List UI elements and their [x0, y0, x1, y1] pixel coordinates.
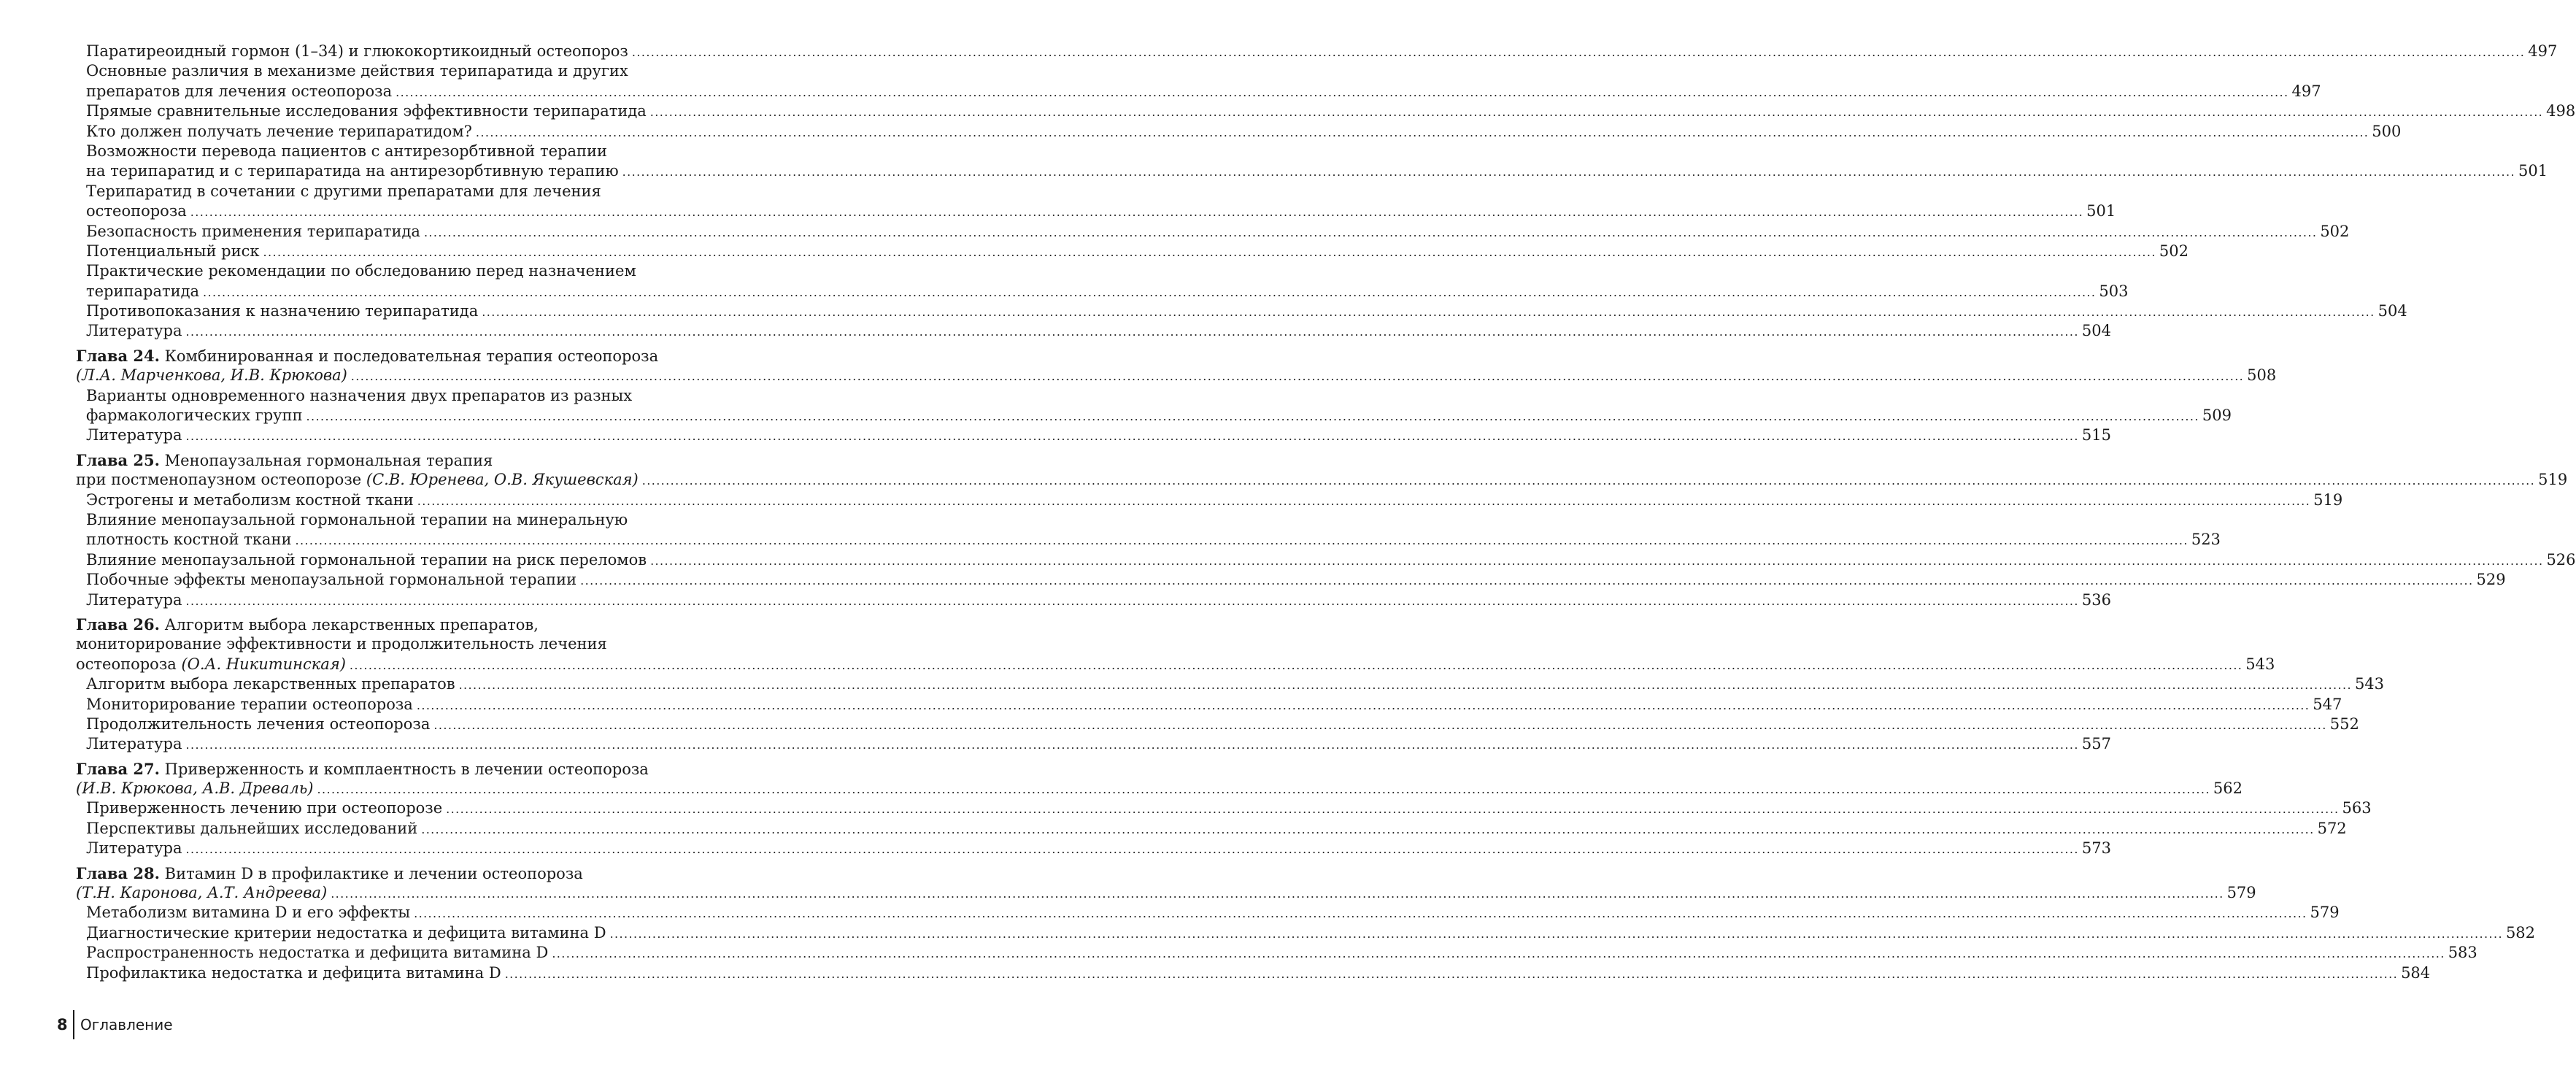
toc-subsection-line — [76, 426, 2111, 445]
page-reference: 502 — [2320, 222, 2350, 240]
section-title: Влияние менопаузальной гормональной терапии на минеральную — [86, 510, 628, 528]
section-title: Диагностические критерии недостатка и дефицита витамина D — [86, 923, 606, 942]
toc-subsection-line — [76, 510, 687, 530]
toc-subsection-line — [76, 963, 2431, 983]
page-reference: 519 — [2313, 490, 2343, 509]
toc-subsection-line — [76, 386, 687, 406]
page-reference: 573 — [2081, 839, 2111, 858]
dot-leader: ................................................................................................................................................................................................................................................................................................................................................................................................................ — [295, 534, 2189, 548]
section-title: Терипаратид в сочетании с другими препаратами для лечения — [86, 182, 601, 200]
dot-leader: ................................................................................................................................................................................................................................................................................................................................................................................................................ — [185, 325, 2079, 339]
dot-leader: ................................................................................................................................................................................................................................................................................................................................................................................................................ — [185, 593, 2079, 608]
toc-chapter-line — [76, 779, 2243, 798]
toc-subsection-line — [76, 321, 2111, 341]
page-reference: 584 — [2401, 963, 2431, 982]
section-title: Безопасность применения терипаратида — [86, 222, 420, 240]
dot-leader: ................................................................................................................................................................................................................................................................................................................................................................................................................ — [185, 429, 2079, 444]
section-title: Продолжительность лечения остеопороза — [86, 715, 431, 733]
page-number: 8 — [57, 1016, 68, 1033]
section-title: Литература — [86, 322, 182, 340]
dot-leader: ................................................................................................................................................................................................................................................................................................................................................................................................................ — [475, 125, 2369, 139]
page-reference: 526 — [2546, 550, 2576, 569]
page-reference: 504 — [2378, 302, 2407, 320]
dot-leader: ................................................................................................................................................................................................................................................................................................................................................................................................................ — [185, 842, 2079, 857]
toc-subsection-line — [76, 101, 2576, 121]
page-reference: 582 — [2505, 923, 2536, 942]
table-of-contents — [76, 42, 2576, 983]
section-title: Литература — [86, 590, 182, 609]
section-title: Литература — [86, 426, 182, 444]
dot-leader: ................................................................................................................................................................................................................................................................................................................................................................................................................ — [423, 225, 2318, 239]
toc-chapter-line — [76, 655, 2275, 674]
page-reference: 500 — [2372, 122, 2402, 140]
dot-leader: ................................................................................................................................................................................................................................................................................................................................................................................................................ — [433, 717, 2327, 732]
toc-subsection-line — [76, 590, 2111, 610]
dot-leader: ................................................................................................................................................................................................................................................................................................................................................................................................................ — [416, 698, 2310, 712]
toc-subsection-line — [76, 182, 687, 201]
chapter-title: остеопороза — [76, 655, 177, 673]
page-reference: 502 — [2159, 242, 2189, 260]
toc-chapter-line — [76, 883, 2256, 903]
toc-subsection-line — [76, 674, 2385, 694]
page-reference: 519 — [2538, 471, 2568, 489]
toc-subsection-line — [76, 282, 2129, 301]
chapter-title: Витамин D в профилактике и лечении остеопороза — [164, 864, 583, 882]
dot-leader: ................................................................................................................................................................................................................................................................................................................................................................................................................ — [185, 738, 2079, 752]
toc-chapter-line — [76, 863, 687, 883]
section-title: Варианты одновременного назначения двух препаратов из разных — [86, 386, 633, 404]
toc-subsection-line — [76, 695, 2342, 715]
toc-subsection-line — [76, 550, 2576, 570]
section-title: остеопороза — [86, 202, 187, 220]
section-title: Литература — [86, 735, 182, 753]
page-reference: 515 — [2081, 426, 2111, 444]
chapter-number: Глава 25. — [76, 450, 160, 469]
section-title: Побочные эффекты менопаузальной гормональной терапии — [86, 571, 577, 589]
dot-leader: ................................................................................................................................................................................................................................................................................................................................................................................................................ — [649, 105, 2544, 120]
toc-subsection-line — [76, 798, 2372, 818]
dot-leader: ................................................................................................................................................................................................................................................................................................................................................................................................................ — [482, 305, 2375, 320]
toc-subsection-line — [76, 819, 2347, 839]
section-title: Алгоритм выбора лекарственных препаратов — [86, 675, 455, 693]
page-reference: 579 — [2310, 904, 2340, 922]
chapter-title: при постменопаузном остеопорозе — [76, 471, 362, 489]
toc-subsection-line — [76, 734, 2111, 754]
section-title: Потенциальный риск — [86, 242, 260, 260]
chapter-title: Приверженность и комплаентность в лечении остеопороза — [164, 760, 649, 778]
page-reference: 572 — [2317, 819, 2347, 837]
dot-leader: ................................................................................................................................................................................................................................................................................................................................................................................................................ — [631, 45, 2526, 59]
section-title: Паратиреоидный гормон (1–34) и глюкокортикоидный остеопороз — [86, 42, 628, 60]
footer-divider — [73, 1010, 74, 1039]
dot-leader: ................................................................................................................................................................................................................................................................................................................................................................................................................ — [552, 947, 2445, 961]
page-reference: 552 — [2329, 715, 2359, 733]
chapter-number: Глава 24. — [76, 346, 160, 365]
dot-leader: ................................................................................................................................................................................................................................................................................................................................................................................................................ — [609, 926, 2503, 941]
page-footer — [57, 1010, 173, 1039]
section-title: Профилактика недостатка и дефицита витамина D — [86, 963, 501, 982]
toc-subsection-line — [76, 122, 2402, 142]
section-title: на терипаратид и с терипаратида на антирезорбтивную терапию — [86, 162, 619, 180]
section-title: Прямые сравнительные исследования эффективности терипаратида — [86, 102, 647, 120]
section-title: фармакологических групп — [86, 407, 303, 425]
toc-subsection-line — [76, 222, 2350, 242]
section-title: Эстрогены и метаболизм костной ткани — [86, 490, 414, 509]
section-title: Противопоказания к назначению терипаратида — [86, 302, 479, 320]
dot-leader: ................................................................................................................................................................................................................................................................................................................................................................................................................ — [350, 369, 2245, 384]
chapter-title: Комбинированная и последовательная терапия остеопороза — [164, 347, 659, 365]
dot-leader: ................................................................................................................................................................................................................................................................................................................................................................................................................ — [446, 802, 2340, 817]
page-reference: 557 — [2081, 735, 2111, 753]
section-title: Практические рекомендации по обследованию перед назначением — [86, 262, 636, 280]
toc-subsection-line — [76, 61, 687, 81]
chapter-authors: (С.В. Юренева, О.В. Якушевская) — [366, 471, 639, 489]
page-reference: 563 — [2342, 799, 2372, 817]
dot-leader: ................................................................................................................................................................................................................................................................................................................................................................................................................ — [650, 553, 2544, 568]
page-reference: 523 — [2191, 531, 2221, 549]
chapter-authors: (Л.А. Марченкова, И.В. Крюкова) — [76, 366, 347, 385]
dot-leader: ................................................................................................................................................................................................................................................................................................................................................................................................................ — [414, 906, 2307, 921]
section-title: Литература — [86, 839, 182, 858]
toc-chapter-line — [76, 346, 687, 366]
toc-subsection-line — [76, 161, 2548, 181]
page-reference: 543 — [2354, 675, 2385, 693]
page-reference: 503 — [2099, 282, 2129, 300]
page-reference: 543 — [2245, 655, 2275, 673]
section-title: терипаратида — [86, 282, 200, 300]
dot-leader: ................................................................................................................................................................................................................................................................................................................................................................................................................ — [641, 474, 2536, 488]
section-title: плотность костной ткани — [86, 531, 292, 549]
page-reference: 583 — [2448, 944, 2477, 962]
page-reference: 497 — [2291, 82, 2321, 100]
page-reference: 579 — [2226, 884, 2256, 902]
chapter-authors: (Т.Н. Каронова, А.Т. Андреева) — [76, 884, 328, 902]
toc-chapter-line — [76, 366, 2277, 385]
section-title: Мониторирование терапии остеопороза — [86, 695, 413, 713]
dot-leader: ................................................................................................................................................................................................................................................................................................................................................................................................................ — [458, 678, 2352, 693]
toc-chapter-line — [76, 470, 2568, 490]
toc-subsection-line — [76, 42, 2558, 61]
dot-leader: ................................................................................................................................................................................................................................................................................................................................................................................................................ — [203, 285, 2097, 299]
section-title: препаратов для лечения остеопороза — [86, 82, 393, 100]
page-reference: 509 — [2202, 407, 2232, 425]
toc-subsection-line — [76, 201, 2116, 221]
toc-subsection-line — [76, 142, 687, 161]
dot-leader: ................................................................................................................................................................................................................................................................................................................................................................................................................ — [306, 409, 2199, 424]
section-title: Основные различия в механизме действия терипаратида и других — [86, 62, 628, 80]
section-title: Возможности перевода пациентов с антирезорбтивной терапии — [86, 142, 607, 160]
page-reference: 536 — [2081, 590, 2111, 609]
dot-leader: ................................................................................................................................................................................................................................................................................................................................................................................................................ — [263, 245, 2156, 259]
dot-leader: ................................................................................................................................................................................................................................................................................................................................................................................................................ — [331, 887, 2224, 901]
page-reference: 504 — [2081, 322, 2111, 340]
dot-leader: ................................................................................................................................................................................................................................................................................................................................................................................................................ — [190, 205, 2084, 220]
toc-subsection-line — [76, 490, 2343, 510]
chapter-title: Менопаузальная гормональная терапия — [164, 451, 493, 469]
page-reference: 562 — [2213, 779, 2243, 798]
dot-leader: ................................................................................................................................................................................................................................................................................................................................................................................................................ — [317, 782, 2210, 797]
dot-leader: ................................................................................................................................................................................................................................................................................................................................................................................................................ — [504, 966, 2399, 981]
page-reference: 497 — [2528, 42, 2558, 60]
toc-chapter-line — [76, 634, 687, 654]
toc-subsection-line — [76, 715, 2359, 734]
toc-chapter-line — [76, 759, 687, 779]
chapter-title: Алгоритм выбора лекарственных препаратов, — [164, 615, 539, 634]
toc-subsection-line — [76, 82, 2321, 101]
dot-leader: ................................................................................................................................................................................................................................................................................................................................................................................................................ — [417, 493, 2311, 508]
running-title: Оглавление — [80, 1016, 173, 1033]
toc-chapter-line — [76, 615, 687, 634]
toc-subsection-line — [76, 923, 2536, 943]
toc-subsection-line — [76, 943, 2477, 963]
chapter-title: мониторирование эффективности и продолжительность лечения — [76, 635, 607, 653]
page-reference: 529 — [2476, 571, 2506, 589]
toc-subsection-line — [76, 570, 2506, 590]
chapter-authors: (О.А. Никитинская) — [181, 655, 346, 673]
chapter-number: Глава 28. — [76, 863, 160, 882]
toc-subsection-line — [76, 242, 2189, 261]
dot-leader: ................................................................................................................................................................................................................................................................................................................................................................................................................ — [622, 165, 2515, 180]
dot-leader: ................................................................................................................................................................................................................................................................................................................................................................................................................ — [580, 574, 2474, 588]
toc-subsection-line — [76, 406, 2232, 426]
chapter-number: Глава 26. — [76, 615, 160, 634]
toc-subsection-line — [76, 903, 2340, 923]
section-title: Влияние менопаузальной гормональной терапии на риск переломов — [86, 550, 647, 569]
dot-leader: ................................................................................................................................................................................................................................................................................................................................................................................................................ — [421, 822, 2315, 836]
section-title: Распространенность недостатка и дефицита витамина D — [86, 944, 549, 962]
toc-subsection-line — [76, 839, 2111, 858]
chapter-authors: (И.В. Крюкова, А.В. Древаль) — [76, 779, 314, 798]
dot-leader: ................................................................................................................................................................................................................................................................................................................................................................................................................ — [396, 85, 2289, 99]
chapter-number: Глава 27. — [76, 759, 160, 778]
section-title: Кто должен получать лечение терипаратидом? — [86, 122, 472, 140]
section-title: Приверженность лечению при остеопорозе — [86, 799, 443, 817]
page-reference: 508 — [2247, 366, 2277, 385]
page-reference: 498 — [2546, 102, 2576, 120]
section-title: Метаболизм витамина D и его эффекты — [86, 904, 411, 922]
page-reference: 501 — [2086, 202, 2116, 220]
toc-chapter-line — [76, 450, 687, 470]
page-reference: 501 — [2518, 162, 2548, 180]
toc-subsection-line — [76, 261, 687, 281]
toc-subsection-line — [76, 301, 2407, 321]
dot-leader: ................................................................................................................................................................................................................................................................................................................................................................................................................ — [349, 658, 2243, 672]
page-reference: 547 — [2313, 695, 2342, 713]
toc-subsection-line — [76, 530, 2221, 550]
section-title: Перспективы дальнейших исследований — [86, 819, 418, 837]
